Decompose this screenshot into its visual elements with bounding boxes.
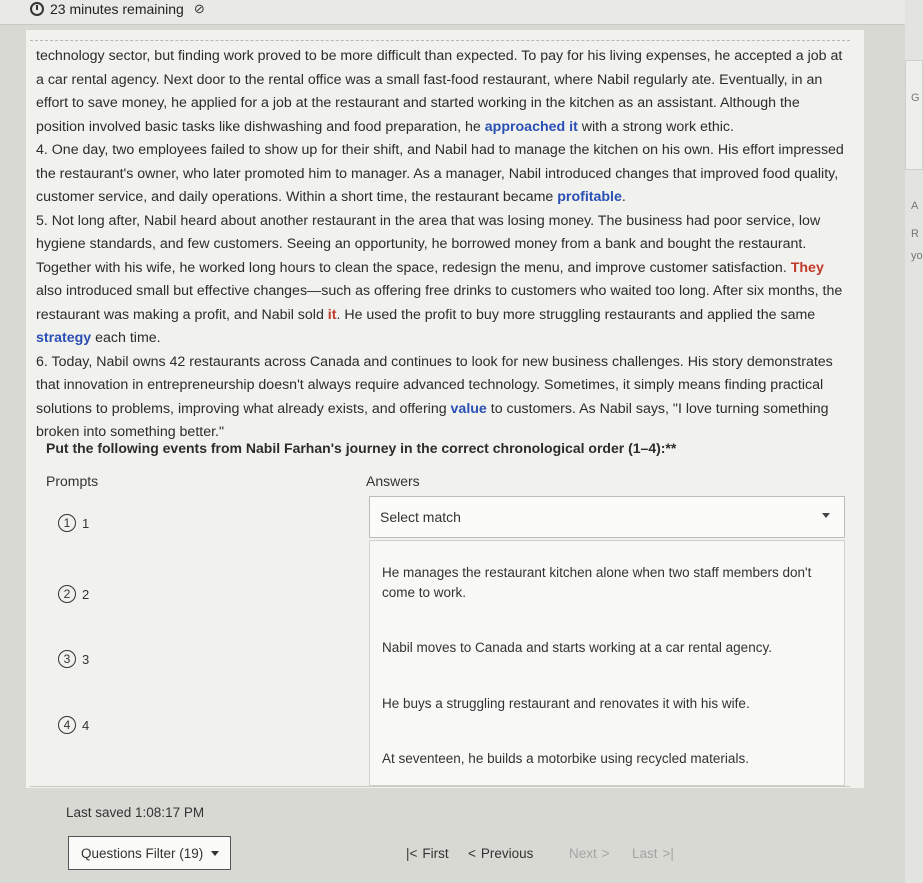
number-1-icon: 1 (58, 514, 76, 532)
paragraph-4: 4. One day, two employees failed to show up for their shift, and Nabil had to manage the kitchen on his own. His effort impressed the restaurant's owner, who later promoted him to manager. As a manager, Nabil introduced changes that improved food quality, customer service, and daily operations. Within a short time, the restaurant became profitable. (36, 142, 844, 205)
number-2-icon: 2 (58, 585, 76, 603)
prompt-label: 1 (82, 515, 90, 531)
answer-option[interactable]: Nabil moves to Canada and starts working at a car rental agency. (382, 640, 772, 655)
prompt-label: 4 (82, 717, 90, 733)
caret-down-icon (211, 851, 219, 856)
answer-options-list (369, 540, 845, 786)
side-panel-box (905, 60, 923, 170)
previous-button[interactable]: < Previous (468, 846, 534, 861)
highlight-profitable[interactable]: profitable (557, 189, 622, 205)
select-match-dropdown[interactable] (369, 496, 845, 538)
paragraph-3: technology sector, but finding work proved to be more difficult than expected. To pay for his living expenses, he accepted a job at a car rental agency. Next door to the rental office was a small fast-food restaurant, where Nabil regularly ate. Eventually, in an effort to save money, he applied for a job at the restaurant and started working in the kitchen as an assistant. Although the position involved basic tasks like dishwashing and food preparation, he approached it with a strong work ethic. (36, 48, 843, 135)
side-text: A (911, 200, 919, 212)
first-button[interactable]: |< First (406, 846, 449, 861)
divider (30, 40, 850, 41)
first-page-icon: |< (406, 846, 418, 861)
highlight-approached-it[interactable]: approached it (484, 118, 578, 135)
side-text: R (911, 228, 919, 240)
number-3-icon: 3 (58, 650, 76, 668)
highlight-they[interactable]: They (790, 259, 824, 276)
timer-text: 23 minutes remaining (50, 1, 184, 17)
last-page-icon: >| (662, 846, 674, 861)
highlight-value[interactable]: value (450, 400, 487, 417)
side-text: G (911, 92, 920, 104)
timer-icon (30, 2, 44, 16)
questions-filter-button[interactable] (68, 836, 231, 870)
last-saved-status: Last saved 1:08:17 PM (66, 805, 205, 820)
divider (30, 786, 850, 787)
timer (30, 1, 205, 17)
chevron-right-icon: > (601, 846, 610, 861)
prompt-3[interactable] (58, 650, 89, 668)
side-panel-edge (905, 0, 923, 883)
prompt-label: 2 (82, 586, 90, 602)
next-button[interactable]: Next > (569, 846, 610, 861)
question-text: Put the following events from Nabil Farhan's journey in the correct chronological order (1–4):** (46, 440, 677, 456)
eye-off-icon[interactable]: ⊘ (193, 1, 205, 16)
reading-passage (36, 45, 851, 445)
answers-header: Answers (366, 473, 420, 489)
highlight-it[interactable]: it (327, 306, 337, 323)
paragraph-5: 5. Not long after, Nabil heard about another restaurant in the area that was losing money. The business had poor service, low hygiene standards, and few customers. Seeing an opportunity, he borrowed money from a bank and bought the restaurant. Together with his wife, he worked long hours to clean the space, redesign the menu, and improve customer satisfaction. They also introduced small but effective changes—such as offering free drinks to customers who waited too long. After six months, the restaurant was making a profit, and Nabil sold it. He used the profit to buy more struggling restaurants and applied the same strategy each time. (36, 212, 843, 346)
answer-option[interactable]: At seventeen, he builds a motorbike using recycled materials. (382, 751, 749, 766)
questions-filter-label: Questions Filter (19) (81, 845, 204, 861)
chevron-down-icon (822, 513, 830, 518)
top-bar (0, 0, 923, 25)
select-placeholder: Select match (380, 509, 461, 525)
paragraph-6: 6. Today, Nabil owns 42 restaurants across Canada and continues to look for new business challenges. His story demonstrates that innovation in entrepreneurship doesn't always require advanced technology. Sometimes, it simply means finding practical solutions to problems, improving what already exists, and offering value to customers. As Nabil says, "I love turning something broken into something better." (36, 353, 833, 440)
last-button[interactable]: Last >| (632, 846, 674, 861)
number-4-icon: 4 (58, 716, 76, 734)
prompt-4[interactable] (58, 716, 89, 734)
prompt-label: 3 (82, 651, 90, 667)
answer-option[interactable]: He buys a struggling restaurant and renovates it with his wife. (382, 696, 750, 711)
chevron-left-icon: < (468, 846, 476, 861)
highlight-strategy[interactable]: strategy (36, 330, 92, 346)
prompt-2[interactable] (58, 585, 89, 603)
side-text: yo (911, 250, 923, 262)
prompts-header: Prompts (46, 473, 99, 489)
prompt-1[interactable] (58, 514, 89, 532)
answer-option[interactable]: He manages the restaurant kitchen alone when two staff members don't come to work. (382, 565, 812, 600)
